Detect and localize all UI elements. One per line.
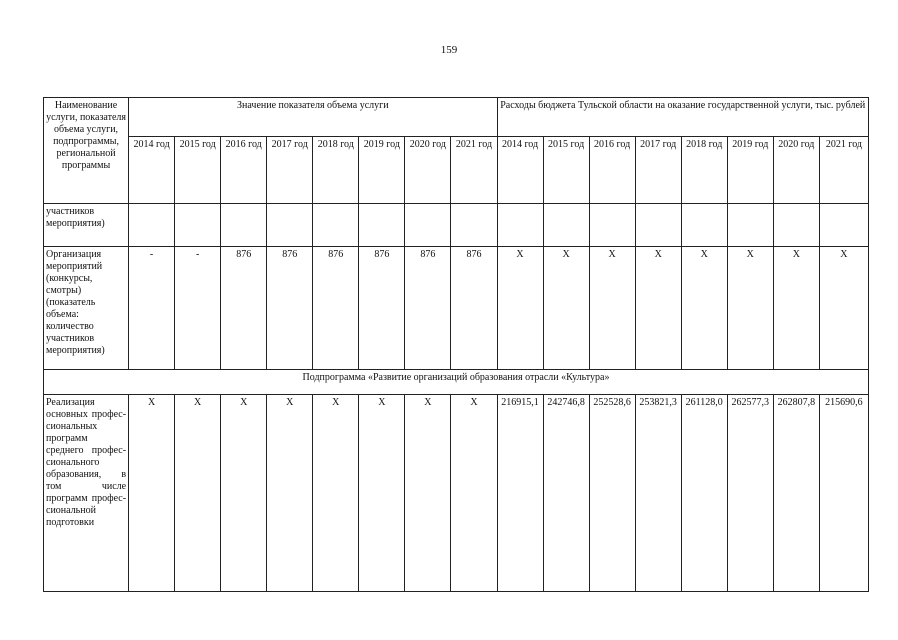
volume-year-header: 2018 год	[313, 137, 359, 204]
budget-cell: X	[589, 247, 635, 370]
volume-cell: X	[405, 395, 451, 592]
volume-year-header: 2020 год	[405, 137, 451, 204]
volume-cell	[313, 204, 359, 247]
budget-cell: 252528,6	[589, 395, 635, 592]
budget-cell: X	[819, 247, 868, 370]
volume-cell: X	[129, 395, 175, 592]
volume-cell	[451, 204, 497, 247]
volume-cell: -	[129, 247, 175, 370]
volume-year-header: 2021 год	[451, 137, 497, 204]
budget-cell	[727, 204, 773, 247]
volume-cell: 876	[405, 247, 451, 370]
budget-cell: 215690,6	[819, 395, 868, 592]
budget-year-header: 2015 год	[543, 137, 589, 204]
budget-cell	[681, 204, 727, 247]
table-row	[44, 395, 869, 592]
header-name-col: Наименование услуги, показателя объема услуги, подпрограммы, региональной программы	[44, 98, 129, 204]
volume-cell: 876	[313, 247, 359, 370]
volume-cell	[221, 204, 267, 247]
budget-year-header: 2018 год	[681, 137, 727, 204]
volume-year-header: 2015 год	[175, 137, 221, 204]
header-row-years	[44, 137, 869, 204]
volume-year-header: 2014 год	[129, 137, 175, 204]
budget-cell: 216915,1	[497, 395, 543, 592]
volume-cell: X	[313, 395, 359, 592]
budget-cell: 242746,8	[543, 395, 589, 592]
budget-cell	[819, 204, 868, 247]
subprogram-row	[44, 370, 869, 395]
budget-cell: 261128,0	[681, 395, 727, 592]
budget-cell	[773, 204, 819, 247]
budget-cell: X	[773, 247, 819, 370]
header-budget-group: Расходы бюджета Тульской области на оказание государственной услуги, тыс. рублей	[497, 98, 868, 137]
row-name: Организация мероприятий (конкурсы, смотры) (показатель объема: количество участников мероприятия)	[44, 247, 129, 370]
volume-cell: X	[359, 395, 405, 592]
table-row	[44, 247, 869, 370]
budget-year-header: 2019 год	[727, 137, 773, 204]
budget-year-header: 2016 год	[589, 137, 635, 204]
volume-year-header: 2019 год	[359, 137, 405, 204]
budget-cell: 262807,8	[773, 395, 819, 592]
budget-table	[43, 97, 869, 592]
volume-cell	[129, 204, 175, 247]
volume-cell: 876	[267, 247, 313, 370]
row-name: участников мероприятия)	[44, 204, 129, 247]
volume-cell: 876	[451, 247, 497, 370]
budget-cell: X	[635, 247, 681, 370]
budget-year-header: 2020 год	[773, 137, 819, 204]
budget-cell: X	[497, 247, 543, 370]
volume-cell	[175, 204, 221, 247]
subprogram-title: Подпрограмма «Развитие организаций образования отрасли «Культура»	[44, 370, 869, 395]
volume-cell	[405, 204, 451, 247]
volume-cell: -	[175, 247, 221, 370]
row-name: Реализация основных профес-сиональных программ среднего профес-сионального образования, в том числе программ профес-сиональной подготовки	[44, 395, 129, 592]
budget-cell	[497, 204, 543, 247]
budget-cell	[543, 204, 589, 247]
volume-year-header: 2016 год	[221, 137, 267, 204]
budget-year-header: 2017 год	[635, 137, 681, 204]
volume-cell: X	[221, 395, 267, 592]
volume-cell: X	[175, 395, 221, 592]
budget-cell: X	[543, 247, 589, 370]
budget-cell: 262577,3	[727, 395, 773, 592]
budget-cell	[589, 204, 635, 247]
volume-cell: 876	[359, 247, 405, 370]
header-volume-group: Значение показателя объема услуги	[129, 98, 497, 137]
volume-year-header: 2017 год	[267, 137, 313, 204]
page-number: 159	[440, 44, 458, 56]
budget-cell: 253821,3	[635, 395, 681, 592]
budget-cell	[635, 204, 681, 247]
volume-cell	[359, 204, 405, 247]
volume-cell: X	[451, 395, 497, 592]
budget-cell: X	[727, 247, 773, 370]
volume-cell: 876	[221, 247, 267, 370]
budget-year-header: 2021 год	[819, 137, 868, 204]
header-row-groups	[44, 98, 869, 137]
budget-cell: X	[681, 247, 727, 370]
budget-year-header: 2014 год	[497, 137, 543, 204]
volume-cell	[267, 204, 313, 247]
table-row	[44, 204, 869, 247]
volume-cell: X	[267, 395, 313, 592]
